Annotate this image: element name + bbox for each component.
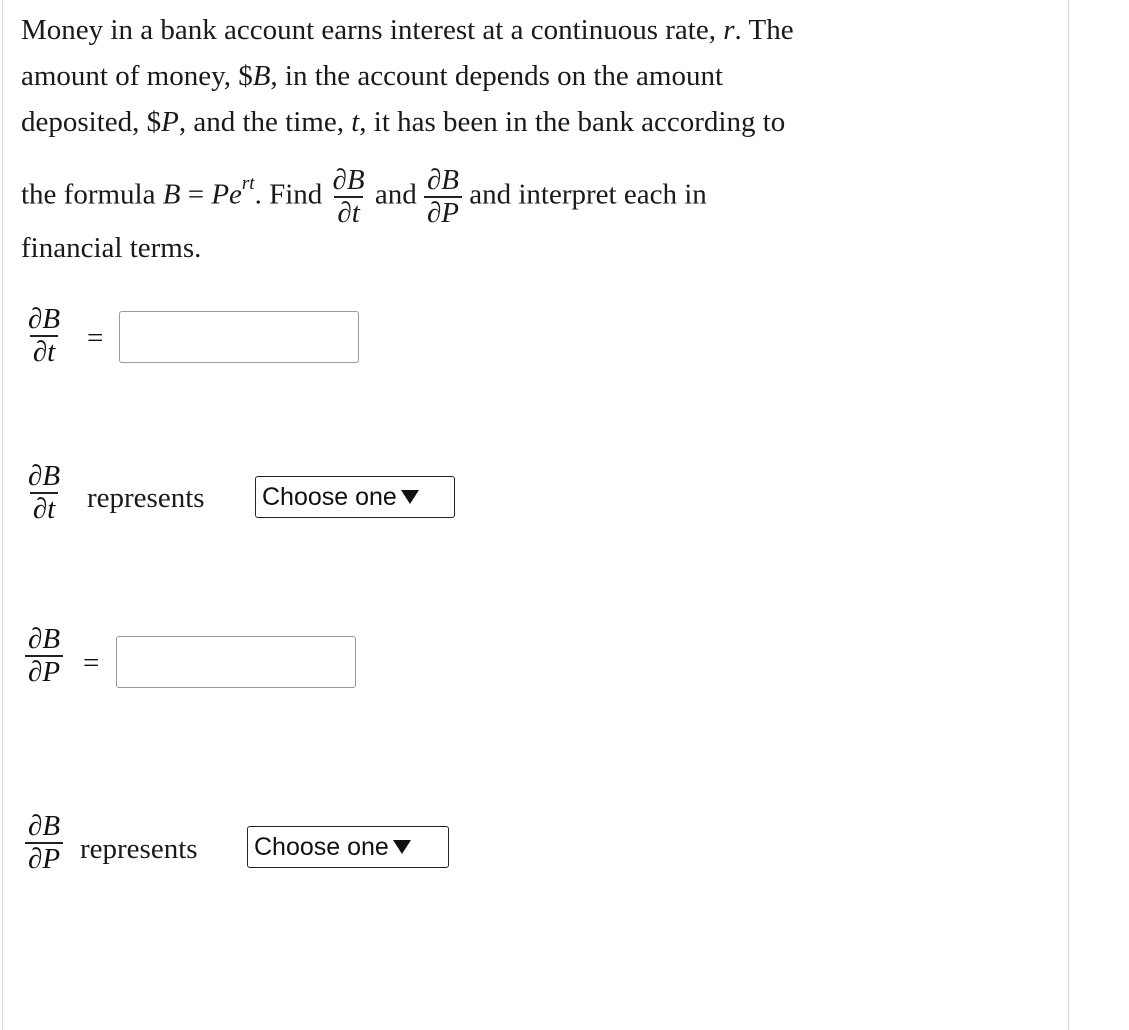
fraction-numerator: ∂B xyxy=(28,623,61,655)
dropdown-arrow-icon xyxy=(401,490,419,504)
question-text: . Find xyxy=(254,178,330,211)
equals-sign: = xyxy=(83,647,100,679)
question-line-1 xyxy=(21,12,794,48)
dBdP-meaning-select[interactable] xyxy=(247,826,449,868)
part-dBdt-fraction xyxy=(25,304,63,368)
question-text: the formula xyxy=(21,178,163,211)
question-text: , and the time, xyxy=(178,106,352,138)
fraction-dB-dt xyxy=(330,165,368,229)
question-line-4 xyxy=(21,150,707,229)
part-dBdP-fraction xyxy=(25,624,63,688)
fraction-denominator: ∂P xyxy=(25,842,63,875)
variable-r: r xyxy=(723,14,735,46)
fraction-denominator: ∂P xyxy=(424,196,462,229)
select-value: Choose one xyxy=(254,832,389,861)
question-line-3 xyxy=(21,104,785,140)
variable-B: B xyxy=(162,178,181,211)
part-dBdt-meaning-fraction xyxy=(25,461,63,525)
question-text: and xyxy=(367,178,424,211)
question-text: , in the account depends on the amount xyxy=(270,60,724,92)
dBdt-answer-input[interactable] xyxy=(119,311,359,363)
fraction-numerator: ∂B xyxy=(426,164,459,196)
question-text: Money in a bank account earns interest at a continuous rate, xyxy=(21,14,724,46)
fraction-numerator: ∂B xyxy=(28,810,61,842)
dBdP-answer-input[interactable] xyxy=(116,636,356,688)
part-dBdP-meaning-fraction xyxy=(25,811,63,875)
question-text: , it has been in the bank according to xyxy=(359,106,786,138)
question-text: . The xyxy=(734,14,794,46)
variable-t: t xyxy=(351,106,360,138)
fraction-denominator: ∂P xyxy=(25,655,63,688)
fraction-numerator: ∂B xyxy=(332,164,365,196)
variable-e: e xyxy=(229,178,242,211)
equals-sign: = xyxy=(180,178,212,211)
dBdt-meaning-select[interactable] xyxy=(255,476,455,518)
fraction-denominator: ∂t xyxy=(30,335,58,368)
variable-P: P xyxy=(161,106,179,138)
represents-label: represents xyxy=(80,833,198,865)
variable-P: P xyxy=(211,178,230,211)
question-text: financial terms. xyxy=(21,232,202,264)
equals-sign: = xyxy=(87,322,104,354)
question-line-5 xyxy=(21,230,201,266)
variable-B: B xyxy=(252,60,271,92)
fraction-numerator: ∂B xyxy=(28,460,61,492)
question-text: amount of money, $ xyxy=(21,60,253,92)
question-text: deposited, $ xyxy=(21,106,162,138)
dropdown-arrow-icon xyxy=(393,840,411,854)
fraction-denominator: ∂t xyxy=(30,492,58,525)
select-value: Choose one xyxy=(262,482,397,511)
question-panel xyxy=(2,0,1069,1030)
exponent-rt: rt xyxy=(241,173,255,194)
fraction-numerator: ∂B xyxy=(28,303,61,335)
question-text: and interpret each in xyxy=(462,178,707,211)
represents-label: represents xyxy=(87,482,205,514)
question-line-2 xyxy=(21,58,723,94)
fraction-denominator: ∂t xyxy=(334,196,362,229)
fraction-dB-dP xyxy=(424,165,462,229)
